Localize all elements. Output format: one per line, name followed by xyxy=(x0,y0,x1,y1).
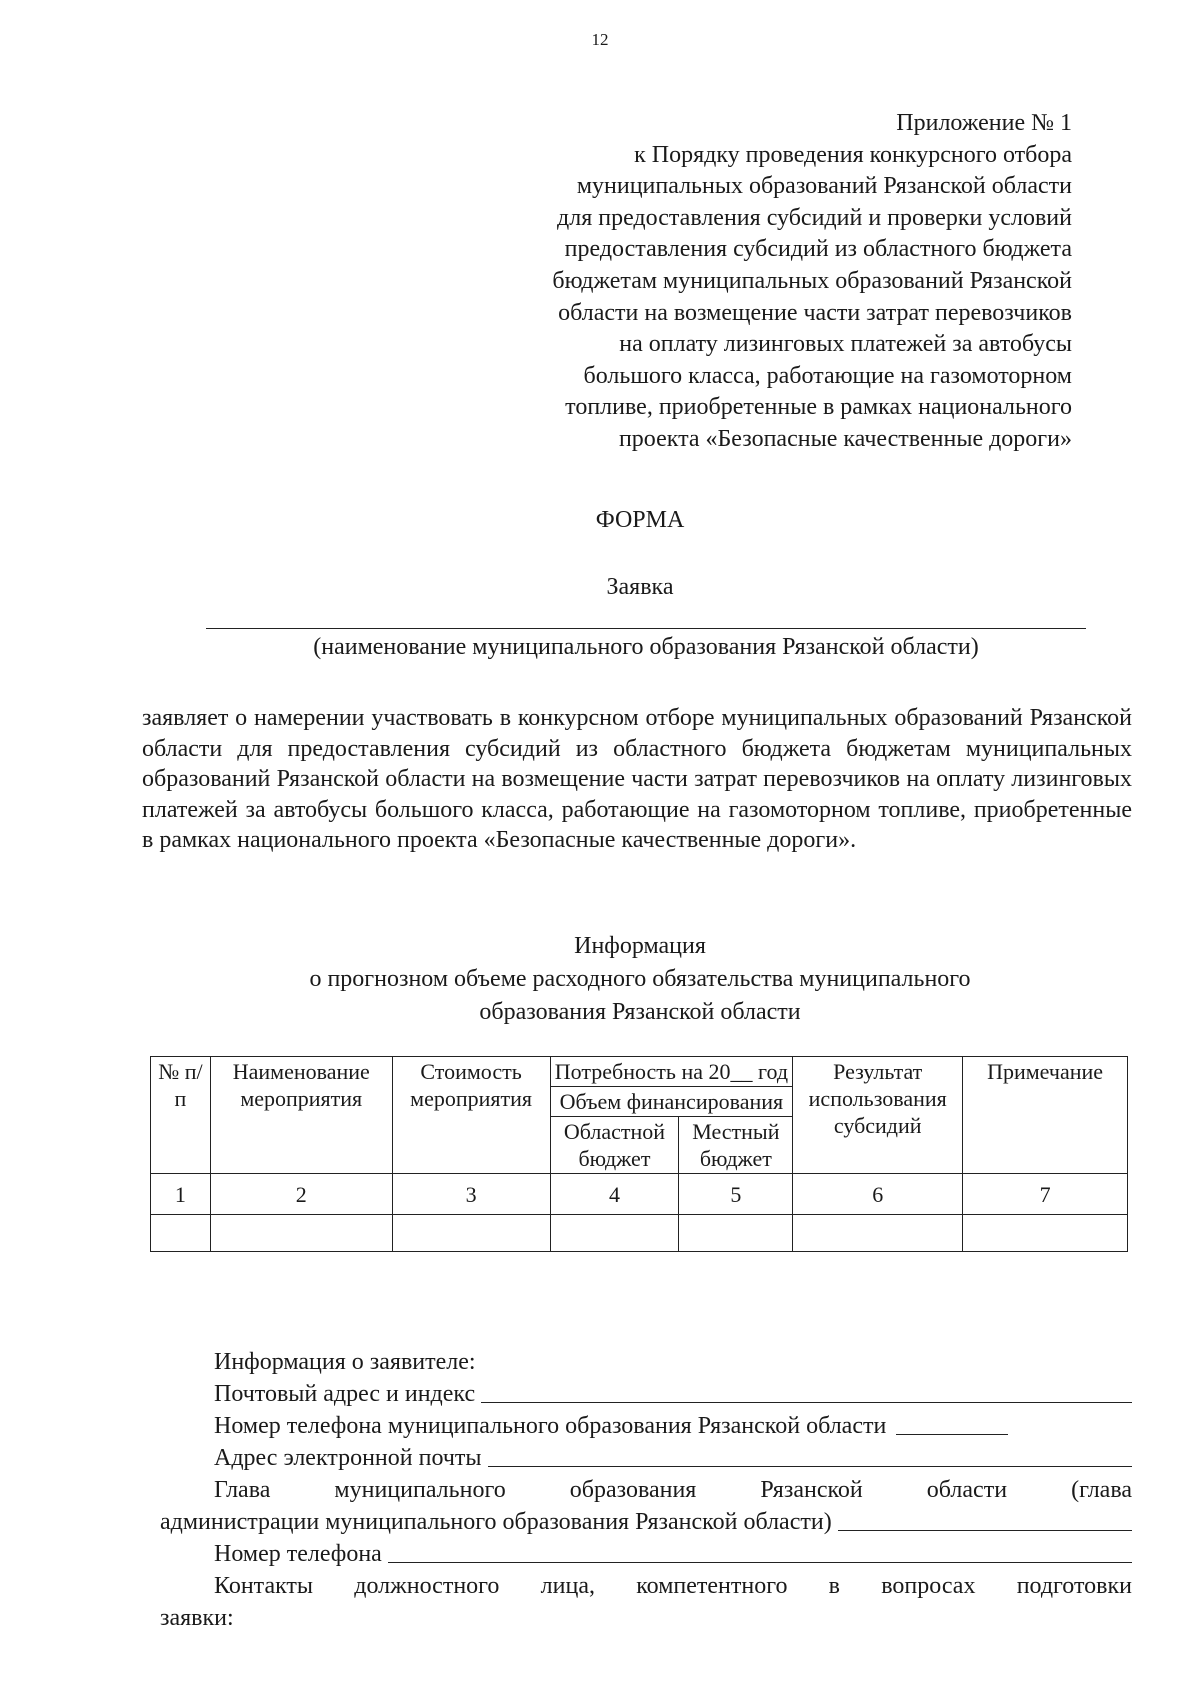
header-local: Местный бюджет xyxy=(679,1117,793,1174)
header-cost: Стоимость мероприятия xyxy=(392,1057,550,1174)
email-label: Адрес электронной почты xyxy=(214,1445,482,1471)
applicant-heading: Информация о заявителе: xyxy=(214,1349,476,1375)
column-number: 2 xyxy=(210,1174,392,1215)
postal-label: Почтовый адрес и индекс xyxy=(214,1381,476,1407)
phone-mo-field-line xyxy=(896,1433,1008,1435)
empty-cell xyxy=(679,1215,793,1252)
header-need: Потребность на 20__ год xyxy=(550,1057,793,1087)
appendix-line: для предоставления субсидий и проверки условий xyxy=(557,204,1072,231)
empty-cell xyxy=(151,1215,211,1252)
empty-cell xyxy=(392,1215,550,1252)
column-number: 7 xyxy=(963,1174,1128,1215)
appendix-line: области на возмещение части затрат перевозчиков xyxy=(558,299,1072,326)
info-heading xyxy=(0,930,1200,1029)
appendix-line: Приложение № 1 xyxy=(896,110,1072,136)
phone-field-line xyxy=(388,1561,1132,1563)
application-title: Заявка xyxy=(606,574,674,600)
header-volume: Объем финансирования xyxy=(550,1087,793,1117)
municipality-name-line xyxy=(206,628,1086,629)
page-number: 12 xyxy=(591,30,609,49)
column-number: 6 xyxy=(793,1174,963,1215)
head-label-line1: Глава муниципального образования Рязанской области (глава xyxy=(214,1477,1132,1503)
header-name: Наименование мероприятия xyxy=(210,1057,392,1174)
info-heading-line: образования Рязанской области xyxy=(479,999,801,1025)
contacts-label-line1: Контакты должностного лица, компетентного в вопросах подготовки xyxy=(214,1573,1132,1599)
header-num: № п/п xyxy=(151,1057,211,1174)
empty-cell xyxy=(793,1215,963,1252)
appendix-line: муниципальных образований Рязанской области xyxy=(576,173,1072,200)
appendix-line: бюджетам муниципальных образований Рязанской xyxy=(552,267,1072,294)
form-label: ФОРМА xyxy=(595,507,685,533)
column-number: 1 xyxy=(151,1174,211,1215)
contacts-label-line2: заявки: xyxy=(160,1605,234,1631)
info-heading-line: Информация xyxy=(574,933,706,959)
header-note: Примечание xyxy=(963,1057,1128,1174)
column-number: 3 xyxy=(392,1174,550,1215)
info-heading-line: о прогнозном объеме расходного обязательства муниципального xyxy=(309,966,971,992)
appendix-header xyxy=(432,108,1072,456)
municipality-caption: (наименование муниципального образования Рязанской области) xyxy=(313,634,979,660)
header-regional: Областной бюджет xyxy=(550,1117,679,1174)
financing-table xyxy=(150,1056,1128,1252)
header-result: Результат использования субсидий xyxy=(793,1057,963,1174)
email-field-line xyxy=(488,1465,1132,1467)
applicant-info xyxy=(160,1346,1132,1634)
empty-cell xyxy=(550,1215,679,1252)
phone-label: Номер телефона xyxy=(214,1541,382,1567)
column-number: 5 xyxy=(679,1174,793,1215)
appendix-line: большого класса, работающие на газомоторном xyxy=(583,362,1072,389)
statement-paragraph: заявляет о намерении участвовать в конкурсном отборе муниципальных образований Рязанской области для предоставления субсидий из областного бюджета бюджетам муниципальных образований Рязанской области на возмещение части затрат перевозчиков на оплату лизинговых платежей за автобусы большого класса, работающие на газомоторном топливе, приобретенные в рамках национального проекта «Безопасные качественные дороги». xyxy=(142,705,1132,853)
head-label-line2: администрации муниципального образования Рязанской области) xyxy=(160,1509,832,1535)
phone-mo-label: Номер телефона муниципального образования Рязанской области xyxy=(214,1413,887,1439)
head-field-line xyxy=(838,1529,1132,1531)
empty-cell xyxy=(210,1215,392,1252)
appendix-line: к Порядку проведения конкурсного отбора xyxy=(634,141,1072,168)
appendix-line: топливе, приобретенные в рамках национального xyxy=(565,394,1072,421)
postal-field-line xyxy=(481,1401,1132,1403)
empty-cell xyxy=(963,1215,1128,1252)
appendix-line: проекта «Безопасные качественные дороги» xyxy=(618,425,1072,452)
column-number: 4 xyxy=(550,1174,679,1215)
appendix-line: на оплату лизинговых платежей за автобусы xyxy=(619,331,1072,358)
appendix-line: предоставления субсидий из областного бюджета xyxy=(564,236,1072,263)
